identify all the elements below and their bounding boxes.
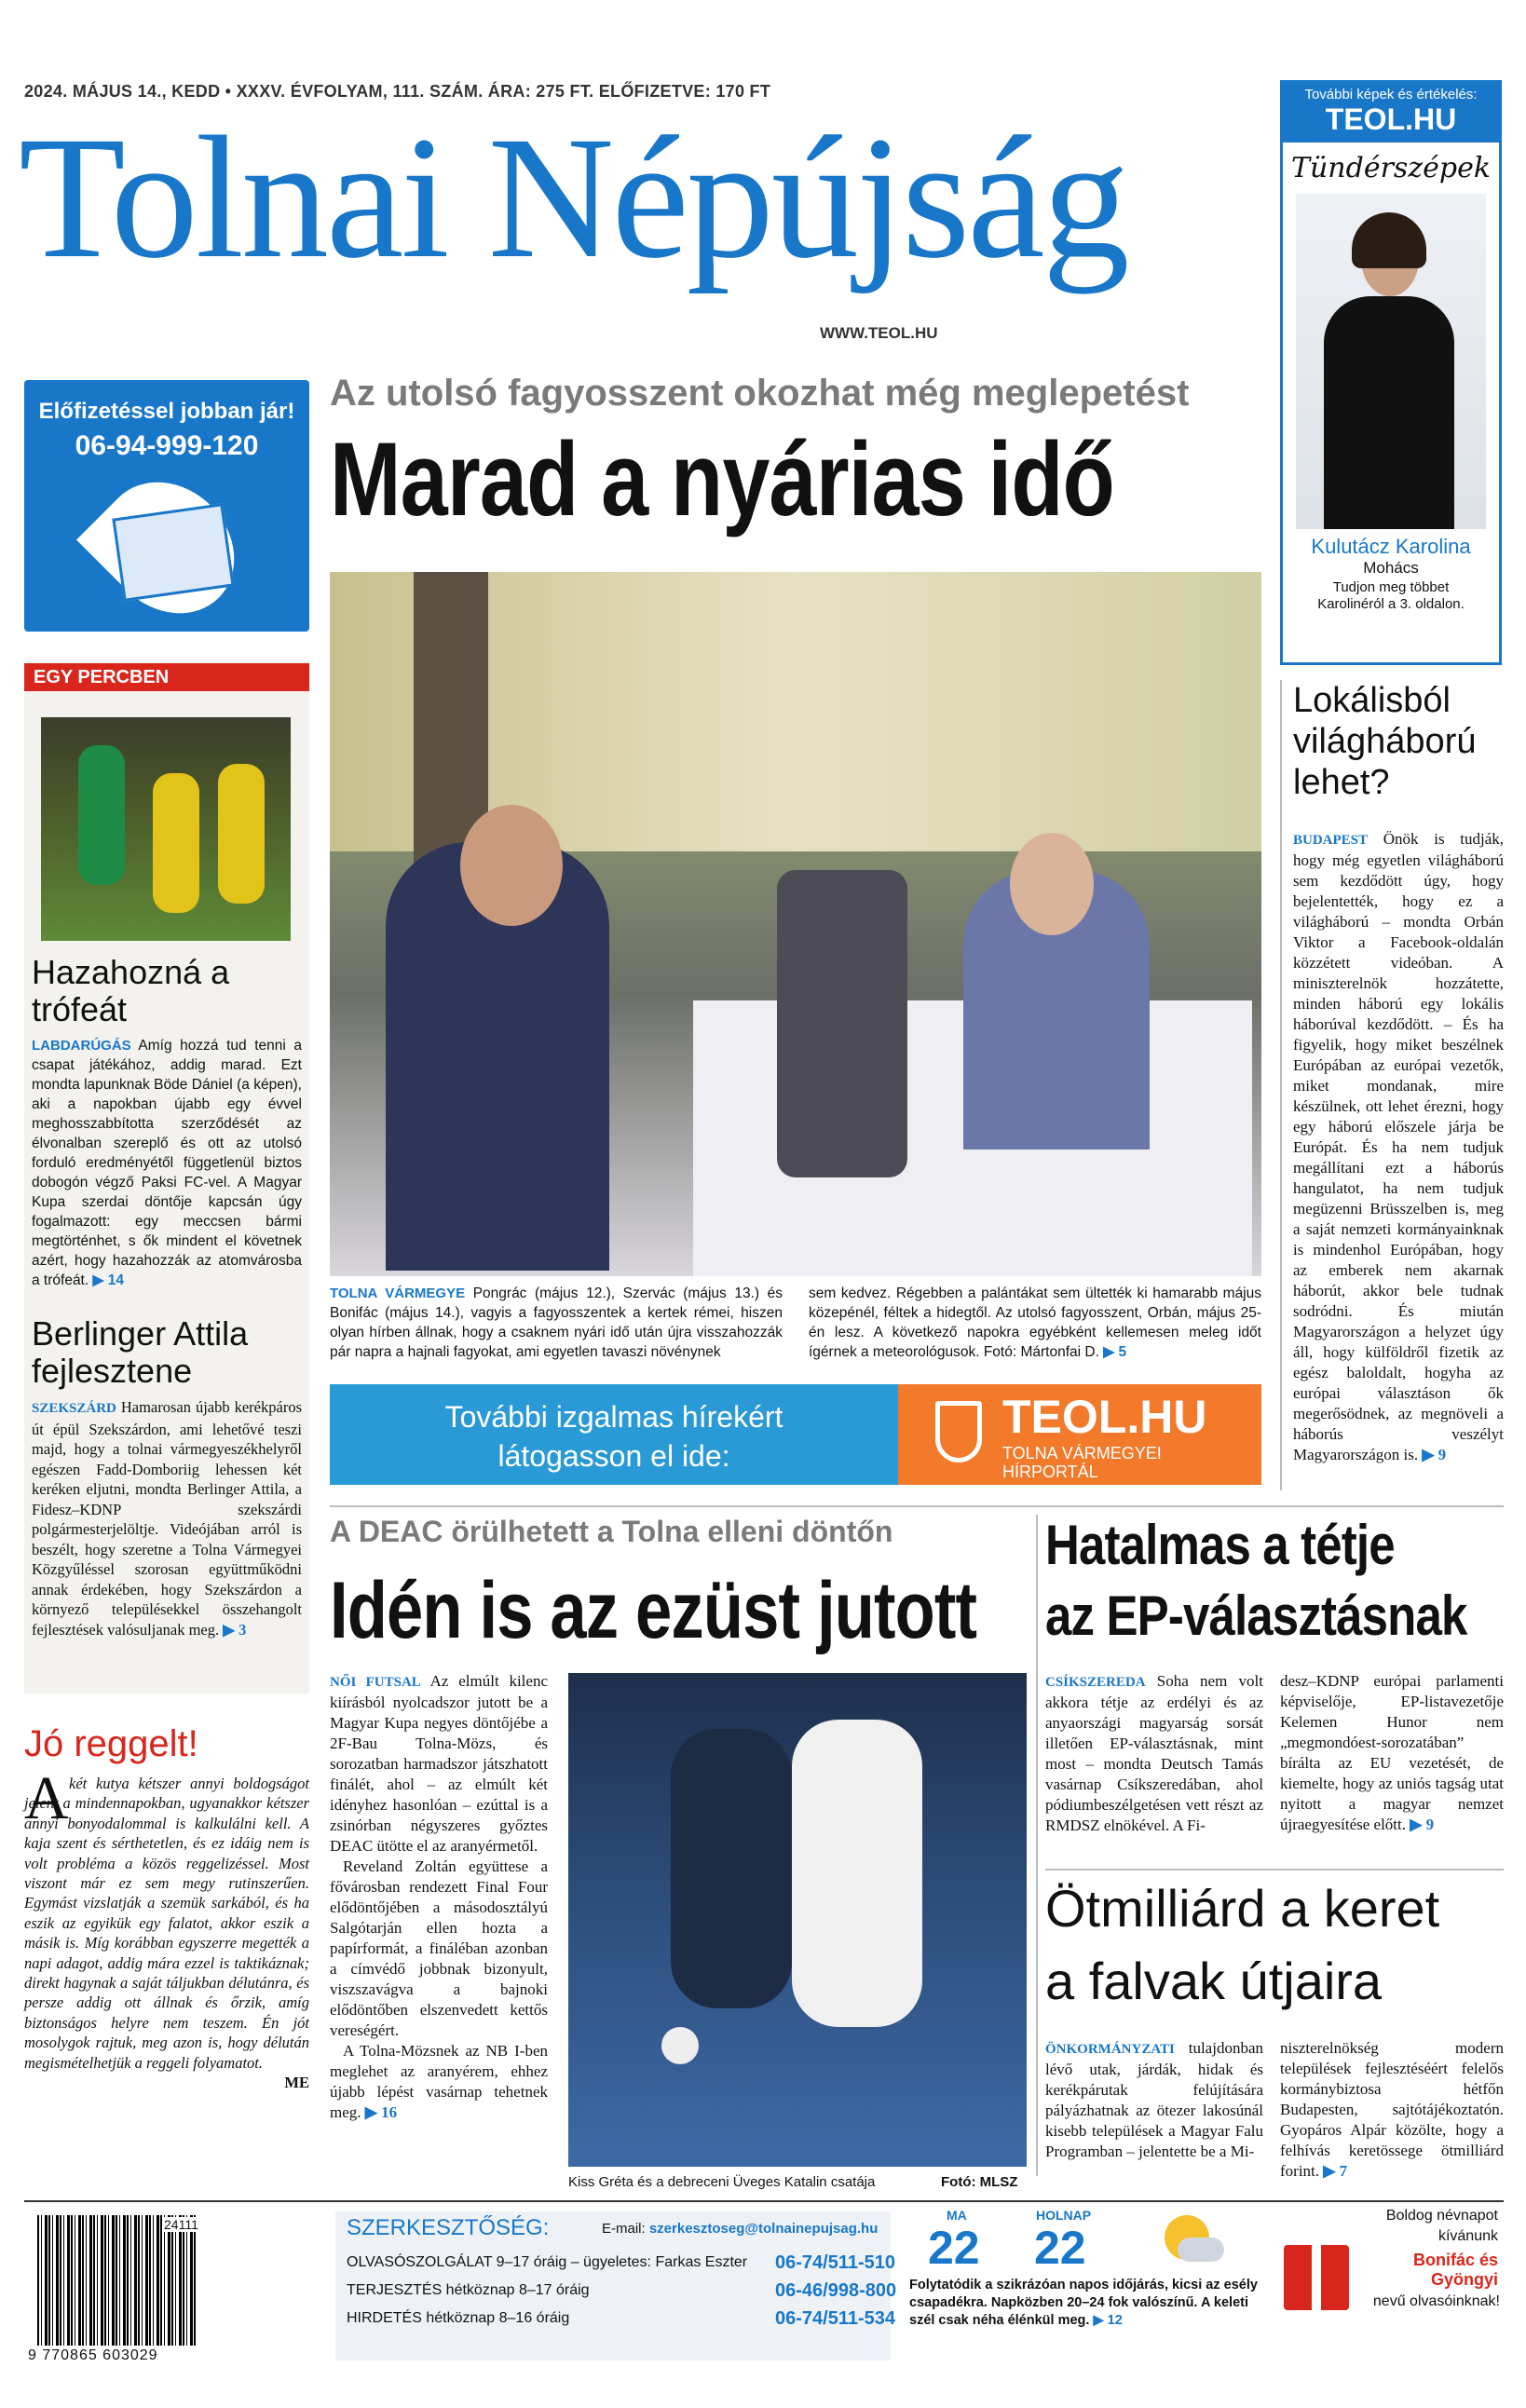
weather-page-ref[interactable]: ▶ 12 <box>1093 2313 1123 2328</box>
hazahozna-text: Amíg hozzá tud tenni a csapat játékához, addig marad. Ezt mondta lapunknak Böde Dániel (a képen), aki a napokban újabb egy évvel meghosszabbította szerződését az élvonalban szereplő és ott az utolsó forduló eredményétől függetlenül biztos dobogón végző Paksi FC-vel. A Magyar Kupa szerdai döntője kapcsán úgy fogalmazott: egy meccsen bármi megtörténhet, s ők mindent el követnek azért, hogy hazahozzák az atomvárosba a trófeát. <box>32 1038 302 1288</box>
ezust-keyword: NŐI FUTSAL <box>330 1675 421 1690</box>
weather-tomorrow-temp: 22 <box>1034 2222 1086 2274</box>
gift-ribbon <box>1312 2245 1321 2310</box>
jo-reggelt-text: két kutya kétszer annyi boldogságot jelent a mindennapokban, ugyanakkor kétszer annyi bonyodalommal is kalkulálni kell. A kaja szent és sérthetetlen, és ez idáig nem is volt probléma a közös reggelizéssel. Most viszont már ez sem megy rutinszerűen. Egymást vizslatják a szemük sarkából, és ha eszik az egyikük egy falatot, akkor eszik a másik is. Míg korábban egyszerre megették a napi adagot, addig mára ezzel is taktikáznak; direkt hagynak a saját táljukban délutánra, és persze addig ott állnak és őrzik, amíg biztonságos helyre nem teszem. Én jót mosolygok rajtuk, meg azon is, hogy délután megismételhetjük a reggeli folyamatot. <box>24 1775 309 2072</box>
szerkesztoseg-label: SZERKESZTŐSÉG: <box>347 2215 550 2240</box>
story-hazahozna-body <box>32 1036 302 1290</box>
contact-row2-label: TERJESZTÉS hétköznap 8–17 óráig <box>347 2282 590 2298</box>
otmilliard-headline-line2[interactable]: a falvak útjaira <box>1045 1952 1383 2010</box>
main-caption-col1 <box>330 1284 783 1362</box>
page-ref: 9 <box>1437 1446 1447 1463</box>
contact-row3-label: HIRDETÉS hétköznap 8–16 óráig <box>347 2310 570 2326</box>
banner-brand-sub2: HÍRPORTÁL <box>1002 1462 1098 1481</box>
main-overline: Az utolsó fagyosszent okozhat még meglepetést <box>330 373 1190 414</box>
subscribe-box[interactable] <box>24 380 309 632</box>
contact-row1-label: OLVASÓSZOLGÁLAT 9–17 óráig – ügyeletes: Farkas Eszter <box>347 2254 748 2270</box>
website-url[interactable]: WWW.TEOL.HU <box>820 324 938 342</box>
ep-body-col2 <box>1280 1671 1504 1835</box>
page-ref: 3 <box>238 1620 247 1639</box>
otmilliard-headline-line1[interactable]: Ötmilliárd a keret <box>1045 1879 1440 1938</box>
banner-brand: TEOL.HU <box>1002 1391 1207 1443</box>
banner-brand-sub1: TOLNA VÁRMEGYEI <box>1002 1444 1162 1462</box>
cloud-icon <box>1178 2238 1224 2262</box>
nevnap-names: Bonifác és Gyöngyi <box>1412 2251 1498 2289</box>
otmilliard-rule <box>1045 1869 1504 1871</box>
lokalis-headline[interactable]: Lokálisból világháború lehet? <box>1293 681 1477 802</box>
email-address[interactable]: szerkesztoseg@tolnainepujsag.hu <box>648 2221 879 2237</box>
promo-script: Tündérszépek <box>1290 152 1492 184</box>
page-ref: 5 <box>1118 1344 1127 1360</box>
otmilliard-text2: niszterelnökség modern települések fejlesztéséért felelős kormánybiztosa hétfőn Budapesten, sajtótájékoztatón. Gyopáros Alpár közölte, hogy a felhívás keretössege ötmilliárd forint. <box>1280 2039 1504 2180</box>
otmilliard-body-col2 <box>1280 2038 1504 2182</box>
main-caption-col2 <box>809 1284 1261 1362</box>
otmilliard-keyword: ÖNKORMÁNYZATI <box>1045 2042 1175 2057</box>
masthead-title[interactable]: Tolnai Népújság <box>19 100 1127 294</box>
shield-icon <box>935 1401 982 1462</box>
contact-row3-phone[interactable]: 06-74/511-534 <box>775 2308 896 2329</box>
egy-percben-label: EGY PERCBEN <box>24 663 309 691</box>
jo-reggelt-dropcap: A <box>24 1764 69 1832</box>
page-ref: 7 <box>1339 2162 1348 2180</box>
lokalis-body <box>1293 829 1504 1465</box>
ezust-page-ref[interactable]: ▶ 16 <box>364 2103 398 2121</box>
ep-body-col1 <box>1045 1671 1263 1836</box>
footer-rule <box>24 2200 1504 2202</box>
ezust-overline: A DEAC örülhetett a Tolna elleni döntőn <box>330 1515 893 1548</box>
ep-keyword: CSÍKSZEREDA <box>1045 1675 1146 1690</box>
subscribe-text: Előfizetéssel jobban jár! <box>38 399 295 424</box>
email-label: E-mail: <box>602 2221 646 2237</box>
contact-row1-phone[interactable]: 06-74/511-510 <box>775 2252 896 2273</box>
tundérszépek-promo[interactable] <box>1280 80 1502 665</box>
barcode-digits: 9 770865 603029 <box>28 2347 158 2363</box>
lokalis-keyword: BUDAPEST <box>1293 833 1369 848</box>
dateline: 2024. MÁJUS 14., KEDD • XXXV. ÉVFOLYAM, 111. SZÁM. ÁRA: 275 FT. ELŐFIZETVE: 170 FT <box>24 82 771 101</box>
promo-kicker: További képek és értékelés: <box>1304 87 1478 102</box>
ep-text1: Soha nem volt akkora tétje az erdélyi és az anyaországi magyarság sorsát illetően EP-választásnak, mint most – mondta Deutsch Tamás vasárnap Csíkszeredában, ahol pódiumbeszélgetésen vett részt az RMDSZ elnökével. A Fi- <box>1045 1672 1264 1834</box>
lokalis-text: Önök is tudják, hogy még egyetlen világháború sem kezdődött úgy, hogy bejelentették, hogy ez a világháború – mondta Orbán Viktor a Facebook-oldalán közzétett videóban. A miniszterelnök hozzátette, minden háború egy lokális háborúval kezdődött. – És ha figyelik, hogy miket beszélnek Európában az európai vezetők, miket mondanak, mire készülnek, ott lehet érezni, hogy egy háború előszele járja be Európát. És ha nem tudjuk megállítani ezt a háborús hangulatot, ha nem tudjuk megüzenni Brüsszelben is, meg a saját nemzeti kormányainknak is mindenhol Európában, hogy az emberek nem akarnak háborút, akkor bele tudnak sodródni. És miután Magyarországon a helyzet úgy áll, hogy külföldről fizetik az egész baloldalt, hogyha az európai választáson ők megerősödnek, az megnöveli a háborús veszélyt Magyarországon is. <box>1293 830 1504 1463</box>
weather-today-temp: 22 <box>928 2222 980 2274</box>
barcode <box>37 2215 196 2346</box>
banner-text <box>330 1384 898 1485</box>
otmilliard-text1: tulajdonban lévő utak, járdák, hidak és kerékpárutak felújítására pályázhatnak az ötezer lakosúnál kisebb települések a Magyar Falu Programban – jelentette be a Mi- <box>1045 2039 1263 2160</box>
ep-text2: desz–KDNP európai parlamenti képviselője, EP-listavezetője Kelemen Hunor nem „megmondóest-sorozatában” bírálta az EU vezetését, de kiemelte, hogy az uniós tagság utat nyitott a magyar nemzet újraegyesítése előtt. <box>1280 1672 1504 1833</box>
weather-description: Folytatódik a szikrázóan napos időjárás, kicsi az esély csapadékra. Napközben 20–24 fok valószínű. A keleti szél csak néha élénkül meg. <box>909 2278 1258 2328</box>
story-hazahozna-headline[interactable]: Hazahozná a trófeát <box>32 953 230 1028</box>
author-signature: ME <box>284 2074 309 2092</box>
otmilliard-page-ref[interactable]: ▶ 7 <box>1323 2162 1348 2180</box>
ezust-headline[interactable]: Idén is az ezüst jutott <box>330 1566 977 1655</box>
right-column-rule <box>1280 680 1282 1490</box>
futsal-credit: Fotó: MLSZ <box>941 2174 1018 2190</box>
contact-row2-phone[interactable]: 06-46/998-800 <box>775 2280 897 2301</box>
caption-text2: sem kedvez. Régebben a palántákat sem ültették ki hamarabb május közepénél, féltek a hidegtől. Az utolsó fagyosszent, Orbán, május 25-én lesz. A következő napokra egyébként kellemesen meleg időt ígérnek a meteorológusok. Fotó: Mártonfai D. <box>809 1286 1261 1360</box>
weather-text <box>909 2277 1263 2330</box>
story-berlinger-body <box>32 1397 302 1639</box>
futsal-caption: Kiss Gréta és a debreceni Üveges Katalin csatája <box>568 2174 876 2190</box>
jo-reggelt-headline: Jó reggelt! <box>24 1723 198 1764</box>
barcode-issue: 24111 <box>164 2217 198 2232</box>
hazahozna-page-ref[interactable]: ▶ 14 <box>92 1272 124 1288</box>
nevnap-line2: kívánunk <box>1437 2228 1498 2244</box>
page-ref: 9 <box>1425 1816 1435 1833</box>
email-line[interactable] <box>602 2221 878 2237</box>
banner-line2: látogasson el ide: <box>497 1439 730 1473</box>
ep-headline-line2[interactable]: az EP-választásnak <box>1045 1585 1467 1647</box>
nevnap-line1: Boldog névnapot <box>1385 2208 1498 2224</box>
banner-brand-box[interactable] <box>898 1384 1261 1485</box>
weather-today-label: MA <box>947 2208 967 2223</box>
football-photo <box>41 717 291 941</box>
berlinger-page-ref[interactable]: ▶ 3 <box>223 1620 247 1639</box>
futsal-photo <box>568 1673 1027 2167</box>
main-photo <box>330 572 1261 1276</box>
caption-keyword: TOLNA VÁRMEGYE <box>330 1286 466 1301</box>
promo-town: Mohács <box>1363 559 1419 577</box>
berlinger-keyword: SZEKSZÁRD <box>32 1401 116 1416</box>
section-divider <box>330 1505 1504 1507</box>
ep-rule <box>1036 1515 1038 2176</box>
page-ref-arrow[interactable]: ▶ 5 <box>1103 1344 1127 1360</box>
promo-note: Tudjon meg többet Karolinéról a 3. oldalon. <box>1317 579 1465 612</box>
promo-site: TEOL.HU <box>1325 102 1457 136</box>
main-headline[interactable]: Marad a nyárias idő <box>330 421 1114 537</box>
ezust-text2: Reveland Zoltán együttese a fővárosban rendezett Final Four elődöntőjében a másodosztályú Salgótarján ellen hozta a papírformát, a fináléban azonban a címvédő jobbnak bizonyult, viszszavágva a bajnoki elődöntőben elszenvedett kettős vereségért. <box>330 1857 548 2039</box>
page-ref: 16 <box>381 2103 398 2121</box>
ep-page-ref[interactable]: ▶ 9 <box>1410 1816 1435 1833</box>
subscribe-phone: 06-94-999-120 <box>75 430 259 461</box>
ep-headline-line1[interactable]: Hatalmas a tétje <box>1045 1514 1395 1576</box>
ezust-text3: A Tolna-Mözsnek az NB I-ben meglehet az aranyérem, ehhez újabb lépést vasárnap tehetnek meg. <box>330 2042 548 2121</box>
banner-line1: További izgalmas hírekért <box>444 1400 783 1434</box>
jo-reggelt-body <box>24 1774 309 2093</box>
ezust-body <box>330 1671 548 2123</box>
page-ref: 14 <box>107 1272 124 1288</box>
story-berlinger-headline[interactable]: Berlinger Attila fejlesztene <box>32 1314 249 1390</box>
otmilliard-body-col1 <box>1045 2038 1263 2162</box>
lokalis-page-ref[interactable]: ▶ 9 <box>1422 1446 1447 1463</box>
ezust-text1: Az elmúlt kilenc kiírásból nyolcadszor jutott be a Magyar Kupa negyes döntőjébe a 2F-Bau Tolna-Mözs, és sorozatban harmadszor játszhatott finálét, ahol – az elmúlt két idényhez hasonlóan – ezúttal is a zsinórban négyszeres győztes DEAC ütötte el az aranyérmetől. <box>330 1672 548 1855</box>
nevnap-line3: nevű olvasóinknak! <box>1372 2293 1500 2309</box>
page-ref: 12 <box>1107 2313 1123 2328</box>
hazahozna-keyword: LABDARÚGÁS <box>32 1038 131 1054</box>
weather-tomorrow-label: HOLNAP <box>1036 2208 1092 2223</box>
model-photo <box>1296 194 1486 529</box>
teol-banner[interactable] <box>330 1384 1261 1485</box>
promo-name: Kulutácz Karolina <box>1311 535 1471 558</box>
caption-text1: Pongrác (május 12.), Szervác (május 13.) és Bonifác (május 14.), vagyis a fagyosszentek a kertek rémei, hiszen olyan hírben állnak, hogy a csaknem nyári idő után újra visszahozzák pár napra a hajnali fagyokat, ami egyetlen tavaszi növénynek <box>330 1286 783 1360</box>
berlinger-text: Hamarosan újabb kerékpáros út épül Szekszárdon, ami lehetővé teszi majd, hogy a tolnai vármegyeszékhelyről egészen Fadd-Domboriig lehessen két keréken eljutni, mondta Berlinger Attila, a Fidesz–KDNP szekszárdi polgármesterjelöltje. Videójában arról is beszélt, hogy szeretne a Tolna Vármegyei Közgyűléssel szorosan együttműködni annak érdekében, hogy Szekszárdon a környező településekkel összehangolt fejlesztések valósuljanak meg. <box>32 1398 302 1639</box>
promo-header <box>1283 83 1499 143</box>
